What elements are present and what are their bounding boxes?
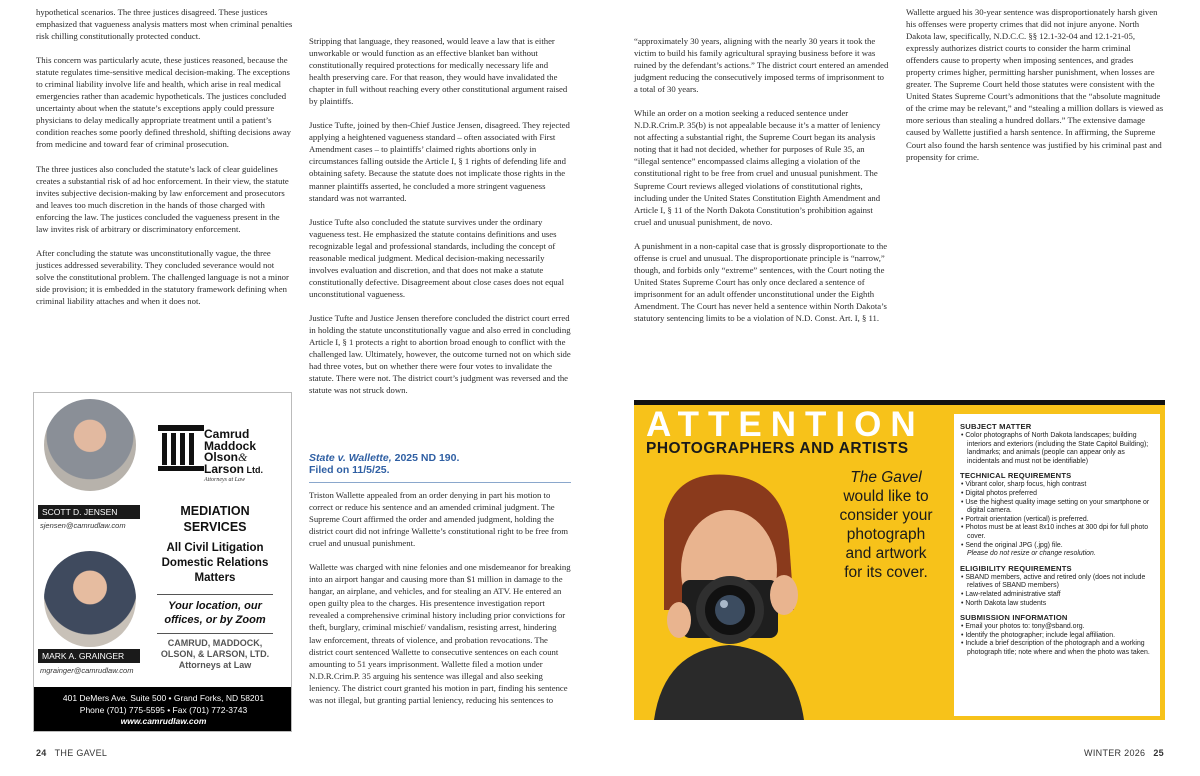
pitch-line: consider your: [839, 507, 933, 524]
paragraph: After concluding the statute was unconstitutionally vague, the three justices addressed severability. They concluded severance would not solve the constitutional problem. The challenged language is not a minor side provision; it is embedded in the statutory framework defining when criminal liability attaches and when it does not.: [36, 247, 289, 306]
paragraph: The three justices also concluded the statute’s lack of clear guidelines creates a substantial risk of ad hoc enforcement. In their view, the statute invites subjective decision-making by law enforcement and prosecutors and leaves too much discretion in the hands of those charged with enforcing the law. The justices concluded the vagueness present in the law invites risk of arbitrary or discriminatory enforcement.: [36, 163, 289, 234]
section-heading: TECHNICAL REQUIREMENTS: [960, 471, 1072, 481]
case-filed-date: Filed on 11/5/25.: [309, 464, 390, 476]
column-1: [36, 6, 293, 307]
service-line: All Civil Litigation: [166, 542, 264, 554]
attorney-photo: [44, 551, 136, 647]
list-item: • Send the original JPG (.jpg) file.: [960, 542, 1156, 551]
resolution-note: Please do not resize or change resolution.: [967, 550, 1096, 558]
firm-website-link[interactable]: www.camrudlaw.com: [120, 716, 207, 726]
firm-phone: Phone (701) 775-5595 • Fax (701) 772-3743: [79, 704, 248, 715]
column-4: [906, 6, 1164, 163]
section-heading: ELIGIBILITY REQUIREMENTS: [960, 563, 1072, 573]
issue-date: WINTER 2026: [1084, 748, 1146, 758]
list-item: • Color photographs of North Dakota landscapes; building interiors and exteriors (including the State Capitol Building); landmarks; and animals (people can appear only as incidentals and must not be identifiable): [960, 432, 1156, 466]
paragraph: Justice Tufte also concluded the statute survives under the ordinary vagueness test. He emphasized the statute contains definitions and uses recognizable legal and professional standards, including the concept of reasonable medical judgment. Medical decision-making necessarily involves evaluation and discretion, and that does not make a statute constitutionally defective. Disagreement about close cases does not equal unconstitutional vagueness.: [309, 216, 564, 299]
slogan-line: offices, or by Zoom: [164, 614, 266, 626]
section-heading: SUBMISSION INFORMATION: [960, 613, 1068, 623]
technical-list: [960, 481, 1156, 550]
divider: [157, 633, 273, 634]
paragraph: While an order on a motion seeking a reduced sentence under N.D.R.Crim.P. 35(b) is not appealable because it’s a matter of leniency not affecting a substantial right, the Supreme Court began its analysis noting that it had not decided, whether for purposes of Rule 35, an “illegal sentence” encompassed claims alleging a violation of the constitutional right to be free from cruel and unusual punishment. The Supreme Court reviews alleged violations of constitutional rights, including under the United States Constitution Eighth Amendment and Article I, § 11 of the North Dakota Constitution’s prohibition against cruel and unusual punishment, de novo.: [634, 108, 881, 227]
list-item: • Portrait orientation (vertical) is preferred.: [960, 516, 1156, 525]
ad-subheadline: PHOTOGRAPHERS AND ARTISTS: [646, 440, 909, 457]
paragraph: This concern was particularly acute, these justices reasoned, because the statute regulates time-sensitive medical decision-making. The exceptions to criminal liability involve life and health, which arise in real medical emergencies rather than academic hypotheticals. The justices concluded uncertainty about when the statute’s exceptions apply could pressure physicians to delay medically appropriate treatment until a patient’s condition reaches some poorly defined threshold, shifting decisions away from medicine and toward fear of criminal prosecution.: [36, 55, 292, 150]
requirements-panel: [954, 414, 1160, 716]
paragraph: Stripping that language, they reasoned, would leave a law that is either unworkable or would function as an effective blanket ban without constitutionally required protections for medically necessary life and health preserving care. For that reason, they would have invalidated the chapter in full without reaching every other constitutional argument raised by plaintiffs.: [309, 36, 568, 107]
paragraph: A punishment in a non-capital case that is grossly disproportionate to the offense is cruel and unusual. The disproportionate principle is “narrow,” though, and forbids only “extreme” sentences, with the Court noting the United States Supreme Court has only once declared a sentence of imprisonment for an adult offender unconstitutional under the Eighth Amendment. The Court has never held a sentence within North Dakota’s statutory sentencing limits to be a violation of N.D. Const. Art. I, § 11.: [634, 240, 888, 323]
attorney-email[interactable]: sjensen@camrudlaw.com: [40, 521, 126, 530]
case-heading: [309, 452, 571, 476]
footer-left: [36, 748, 107, 758]
photographer-image: [634, 460, 814, 720]
logo-word: Olson: [204, 450, 239, 464]
publication-title: THE GAVEL: [54, 748, 108, 758]
cover-submission-ad: [634, 400, 1165, 720]
page-number: 24: [36, 748, 47, 758]
mediation-block: [142, 503, 288, 671]
paragraph: hypothetical scenarios. The three justices disagreed. These justices emphasized that vagueness analysis matters most when criminal penalties risk chilling constitutionally protected conduct.: [36, 7, 293, 42]
pitch-line: and artwork: [845, 545, 927, 562]
list-item: • Vibrant color, sharp focus, high contrast: [960, 481, 1156, 490]
section-heading: SUBJECT MATTER: [960, 422, 1032, 431]
paragraph: Triston Wallette appealed from an order denying in part his motion to correct or reduce his sentence and an amended criminal judgment. The Supreme Court affirmed the order and amended judgment, holding the district court did not infringe Wallette’s constitutional right to be free from cruel and unusual punishment.: [309, 490, 568, 549]
paragraph: Justice Tufte, joined by then-Chief Justice Jensen, disagreed. They rejected applying a heightened vagueness standard – often associated with First Amendment cases – to plaintiffs’ claimed rights abortions only in circumstances falling outside the Article I, § 1 rights of defending life and obtaining safety. Because the statute does not implicate those rights in the manner plaintiffs asserted, he concluded a more stringent vagueness standard was not warranted.: [309, 120, 570, 203]
submission-list: [960, 623, 1156, 657]
list-item: • SBAND members, active and retired only (does not include relatives of SBAND members): [960, 574, 1156, 591]
subject-list: [960, 432, 1156, 466]
ad-pitch: [818, 468, 954, 582]
pitch-line: for its cover.: [844, 564, 928, 581]
firm-name-line: OLSON, & LARSON, LTD.: [160, 649, 270, 659]
attorney-photo: [44, 399, 136, 491]
logo-ampersand: &: [238, 450, 248, 464]
column-2: [309, 35, 571, 396]
divider: [157, 594, 273, 595]
pitch-line: would like to: [843, 488, 929, 505]
paragraph: Wallette argued his 30-year sentence was disproportionately harsh given his offenses were property crimes that did not injure anyone. North Dakota law, specifically, N.D.C.C. §§ 12.1-32-04 and 12.1-21-05, expressly authorizes district courts to consider the harm criminal offenders cause to property when imposing sentences, and grades property crimes higher, permitting harsher punishment, when losses are greater. The Supreme Court held those statutes were consistent with the United States Supreme Court’s admonitions that the “absolute magnitude of the crime may be relevant,” and “stealing a million dollars is viewed as more serious than stealing a hundred dollars.” The extensive damage caused by Wallette justified a harsh sentence. In affirming, the Supreme Court also found the harsh sentence was justified by his criminal past and propensity for crime.: [906, 7, 1164, 162]
case-name: State v. Wallette,: [309, 452, 392, 464]
list-item: • Digital photos preferred: [960, 490, 1156, 499]
eligibility-list: [960, 574, 1156, 608]
list-item: • Photos must be at least 8x10 inches at 300 dpi for full photo cover.: [960, 524, 1156, 541]
page-number: 25: [1153, 748, 1164, 758]
firm-logo-text: [204, 429, 263, 476]
column-3: [634, 35, 889, 324]
column-2-case: [309, 489, 571, 706]
attorney-name: SCOTT D. JENSEN: [38, 505, 140, 519]
list-item: • Identify the photographer; include legal affiliation.: [960, 632, 1156, 641]
pitch-line: The Gavel: [850, 469, 922, 486]
ad-headline: ATTENTION: [646, 405, 925, 444]
service-line: Matters: [194, 572, 236, 584]
footer-right: [1084, 748, 1164, 758]
firm-name-line: CAMRUD, MADDOCK,: [167, 638, 263, 648]
logo-line: [204, 461, 264, 477]
list-item: • Use the highest quality image setting on your smartphone or digital camera.: [960, 499, 1156, 516]
logo-word: Ltd.: [244, 464, 264, 475]
contact-bar: [34, 687, 292, 732]
law-firm-ad: [33, 392, 292, 732]
mediation-heading: SERVICES: [183, 520, 247, 534]
case-citation: 2025 ND 190.: [391, 452, 460, 464]
paragraph: Justice Tufte and Justice Jensen therefore concluded the district court erred in holding the statute unconstitutionally vague and also erred in concluding Article I, § 1 protects a right to abortion broad enough to conflict with the challenged law. Ultimately, however, the outcome turned not on which side had three votes, but on whether there were four votes to invalidate the statute. There were not. The district court’s judgment was reversed and the statute was not struck down.: [309, 312, 571, 396]
service-line: Domestic Relations: [161, 557, 269, 569]
logo-line: Maddock: [204, 438, 257, 453]
attorney-email[interactable]: mgrainger@camrudlaw.com: [40, 666, 134, 675]
paragraph: Wallette was charged with nine felonies and one misdemeanor for breaking into an airport hangar and causing more than $1 million in damage to the hangar, an airplane, and vehicles, and for stealing an ATV. He entered an open guilty plea to the charges. His presentence investigation report revealed a comprehensive criminal history including prior convictions for theft, burglary, criminal mischief/ vandalism, resisting arrest, hindering law enforcement, threats of violence, and probation revocations. The district court sentenced Wallette to consecutive sentences on each count amounting to 51 years imprisonment. Wallette filed a motion under N.D.R.Crim.P. 35 arguing his sentence was illegal and also seeking leniency. The district court granted his motion in part, finding his sentence was not illegal, but granting partial leniency, reducing his sentences to: [309, 562, 571, 705]
logo-word: Larson: [204, 461, 245, 476]
attorney-name: MARK A. GRAINGER: [38, 649, 140, 663]
firm-name-line: Attorneys at Law: [178, 660, 252, 670]
slogan-line: Your location, our: [168, 600, 262, 612]
list-item: • Email your photos to: tony@sband.org.: [960, 623, 1156, 632]
firm-logo-icon: [156, 423, 206, 473]
list-item: • Include a brief description of the photograph and a working photograph title; note where and when the photo was taken.: [960, 640, 1156, 657]
pitch-line: photograph: [846, 526, 926, 543]
paragraph: “approximately 30 years, aligning with the nearly 30 years it took the victim to build his family agricultural spraying business before it was ruined by the defendant’s actions.” The district court entered an amended judgment reducing the consecutively imposed terms of imprisonment to a total of 30 years.: [634, 36, 889, 95]
logo-line: Camrud: [204, 427, 250, 441]
logo-subtitle: Attorneys at Law: [204, 477, 246, 483]
mediation-heading: MEDIATION: [180, 504, 250, 518]
case-divider: [309, 482, 571, 483]
list-item: • North Dakota law students: [960, 600, 1156, 609]
list-item: • Law-related administrative staff: [960, 591, 1156, 600]
firm-address: 401 DeMers Ave. Suite 500 • Grand Forks, ND 58201: [62, 693, 265, 703]
